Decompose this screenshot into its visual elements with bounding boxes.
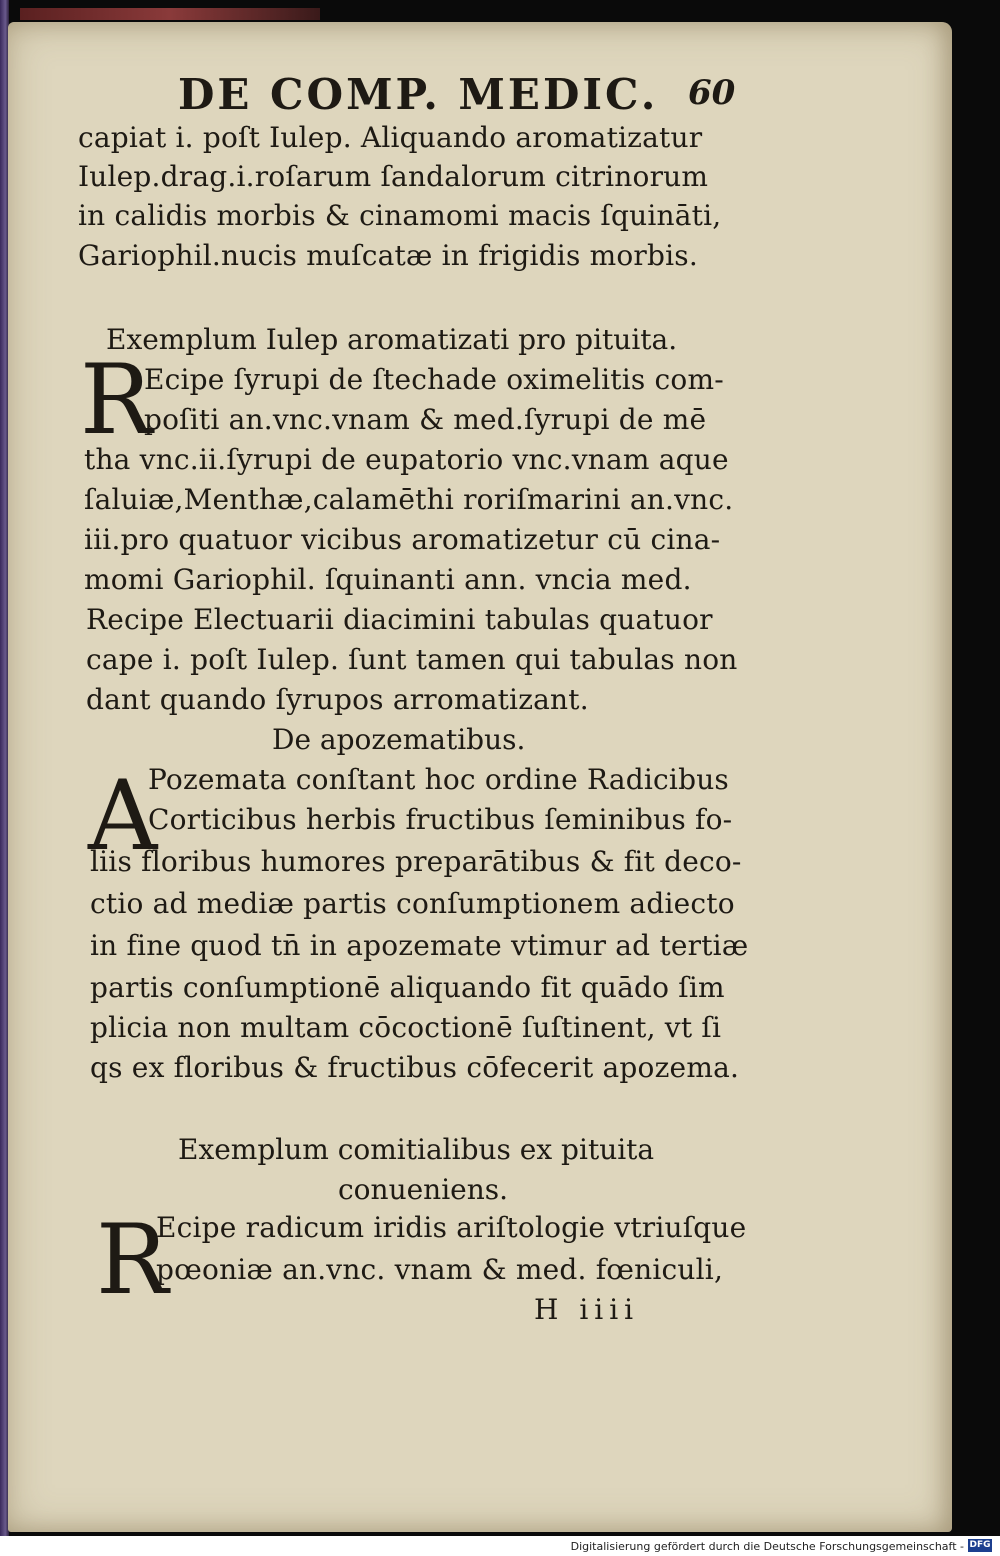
text-line: poſiti an.vnc.vnam & med.ſyrupi de mē (144, 403, 707, 436)
text-line: Corticibus herbis fructibus ſeminibus fo- (148, 803, 733, 836)
text-line: iii.pro quatuor vicibus aromatizetur cū cina- (84, 523, 721, 556)
text-line: Pozemata conſtant hoc ordine Radicibus (148, 763, 729, 796)
text-line: tha vnc.ii.ſyrupi de eupatorio vnc.vnam aque (84, 443, 729, 476)
text-line: cape i. poſt Iulep. ſunt tamen qui tabulas non (86, 643, 738, 676)
signature-mark: H iiii (534, 1293, 640, 1326)
text-line: Gariophil.nucis muſcatæ in frigidis morbis. (78, 239, 698, 272)
running-title: DE COMP. MEDIC. (178, 70, 659, 119)
section-heading: De apozematibus. (272, 723, 526, 756)
drop-capital: R (80, 344, 153, 456)
text-line: dant quando ſyrupos arromatizant. (86, 683, 589, 716)
text-line: liis floribus humores preparātibus & fit deco- (90, 845, 742, 878)
dfg-logo: DFG (969, 1540, 991, 1550)
text-line: in fine quod tn̄ in apozemate vtimur ad tertiæ (90, 929, 749, 962)
text-line: plicia non multam cōcoctionē ſuſtinent, vt ſi (90, 1011, 722, 1044)
text-line: capiat i. poſt Iulep. Aliquando aromatizatur (78, 121, 703, 154)
page-number: 60 (688, 73, 736, 113)
text-line: partis conſumptionē aliquando fit quādo ſim (90, 971, 725, 1004)
text-line: ctio ad mediæ partis conſumptionem adiecto (90, 887, 735, 920)
text-line: Recipe Electuarii diacimini tabulas quatuor (86, 603, 713, 636)
section-heading: Exemplum Iulep aromatizati pro pituita. (106, 323, 678, 356)
drop-capital: R (96, 1204, 169, 1316)
text-line: pœoniæ an.vnc. vnam & med. fœniculi, (156, 1253, 724, 1286)
text-line: momi Gariophil. ſquinanti ann. vncia med. (84, 563, 692, 596)
section-heading: conueniens. (338, 1173, 509, 1206)
text-line: ſaluiæ,Menthæ,calamēthi roriſmarini an.vnc. (84, 483, 734, 516)
binding-ribbon (20, 8, 320, 20)
text-line: in calidis morbis & cinamomi macis ſquināti, (78, 199, 722, 232)
funding-credit: Digitalisierung gefördert durch die Deutsche Forschungsgemeinschaft - (570, 1540, 964, 1553)
drop-capital: A (88, 760, 158, 872)
text-line: Ecipe radicum iridis ariſtologie vtriuſque (156, 1211, 747, 1244)
text-line: Ecipe ſyrupi de ſtechade oximelitis com- (144, 363, 724, 396)
section-heading: Exemplum comitialibus ex pituita (178, 1133, 655, 1166)
text-line: qs ex floribus & fructibus cōfecerit apozema. (90, 1051, 740, 1084)
text-line: Iulep.drag.i.roſarum ſandalorum citrinorum (78, 160, 709, 193)
